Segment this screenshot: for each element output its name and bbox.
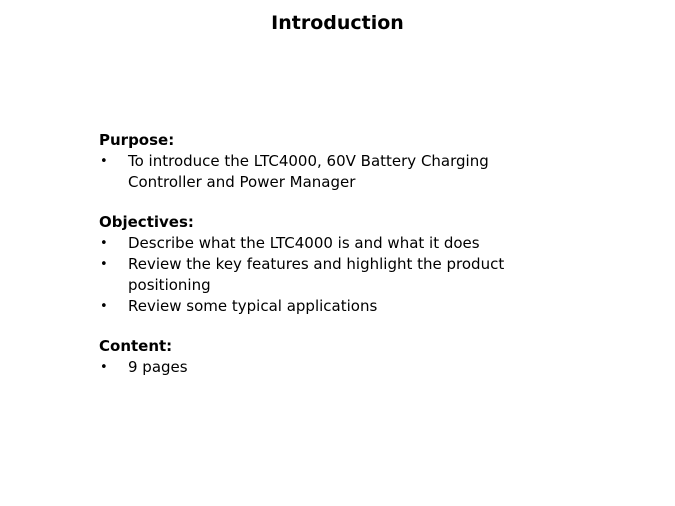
section-heading-content: Content: xyxy=(99,337,173,355)
bullet-text: Review some typical applications xyxy=(128,297,378,315)
list-item xyxy=(99,151,557,193)
bullet-icon: • xyxy=(100,236,108,251)
bullet-list-content xyxy=(99,357,557,378)
bullet-icon: • xyxy=(100,154,108,169)
section-heading-objectives: Objectives: xyxy=(99,213,194,231)
list-item xyxy=(99,357,557,378)
list-item xyxy=(99,233,557,254)
list-item xyxy=(99,296,557,317)
section-purpose xyxy=(99,130,557,193)
bullet-text: Describe what the LTC4000 is and what it does xyxy=(128,234,480,252)
list-item xyxy=(99,254,557,296)
section-objectives xyxy=(99,212,557,317)
bullet-text: Review the key features and highlight the product positioning xyxy=(128,255,505,294)
bullet-icon: • xyxy=(100,360,108,375)
bullet-text: To introduce the LTC4000, 60V Battery Charging Controller and Power Manager xyxy=(128,152,489,191)
slide-body xyxy=(99,130,557,397)
section-heading-purpose: Purpose: xyxy=(99,131,175,149)
bullet-list-purpose xyxy=(99,151,557,193)
bullet-icon: • xyxy=(100,257,108,272)
section-content xyxy=(99,336,557,378)
bullet-list-objectives xyxy=(99,233,557,317)
bullet-icon: • xyxy=(100,299,108,314)
slide-title: Introduction xyxy=(271,12,404,34)
bullet-text: 9 pages xyxy=(128,358,188,376)
